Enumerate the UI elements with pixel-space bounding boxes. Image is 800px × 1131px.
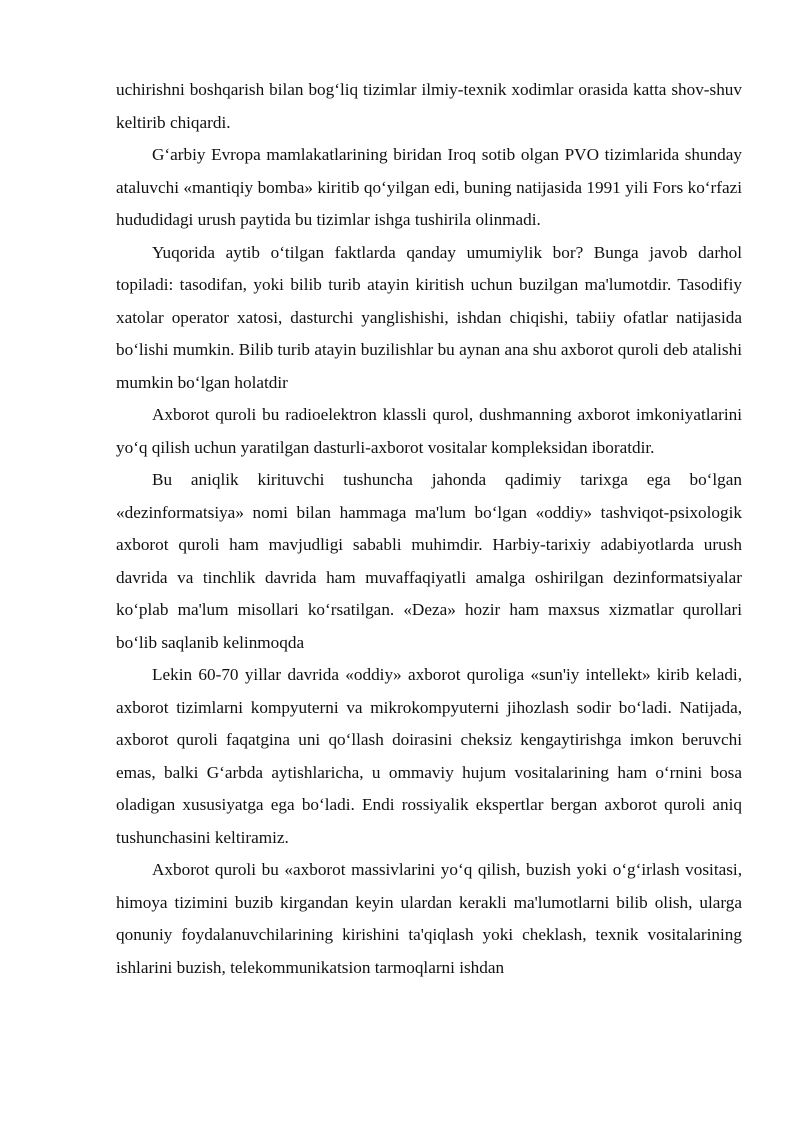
paragraph-disinformation: Bu aniqlik kirituvchi tushuncha jahonda qadimiy tarixga ega bo‘lgan «dezinformatsiya» nomi bilan hammaga ma'lum bo‘lgan «oddiy» tashviqot-psixologik axborot quroli ham mavjudligi sababli muhimdir. Harbiy-tarixiy adabiyotlarda urush davrida va tinchlik davrida ham muvaffaqiyatli amalga oshirilgan dezinformatsiyalar ko‘plab ma'lum misollari ko‘rsatilgan. «Deza» hozir ham maxsus xizmatlar qurollari bo‘lib saqlanib kelinmoqda: [116, 470, 742, 652]
document-body: [116, 74, 742, 984]
paragraph-artificial-intelligence: Lekin 60-70 yillar davrida «oddiy» axborot quroliga «sun'iy intellekt» kirib keladi, axborot tizimlarni kompyuterni va mikrokompyuterni jihozlash sodir bo‘ladi. Natijada, axborot quroli faqatgina uni qo‘llash doirasini cheksiz kengaytirishga imkon beruvchi emas, balki G‘arbda aytishlaricha, u ommaviy hujum vositalarining ham o‘rnini bosa oladigan xususiyatga ega bo‘ladi. Endi rossiyalik ekspertlar bergan axborot quroli aniq tushunchasini keltiramiz.: [116, 665, 742, 847]
paragraph-russian-experts-definition: Axborot quroli bu «axborot massivlarini yo‘q qilish, buzish yoki o‘g‘irlash vositasi, himoya tizimini buzib kirgandan keyin ulardan kerakli ma'lumotlarni bilib olish, ularga qonuniy foydalanuvchilarining kirishini ta'qiqlash yoki cheklash, texnik vositalarining ishlarini buzish, telekommunikatsion tarmoqlarni ishdan: [116, 860, 742, 977]
paragraph-information-weapon-definition: Axborot quroli bu radioelektron klassli qurol, dushmanning axborot imkoniyatlarini yo‘q qilish uchun yaratilgan dasturli-axborot vositalar kompleksidan iboratdir.: [116, 405, 742, 457]
paragraph-pvo-logic-bomb: G‘arbiy Evropa mamlakatlarining biridan Iroq sotib olgan PVO tizimlarida shunday ataluvchi «mantiqiy bomba» kiritib qo‘yilgan edi, buning natijasida 1991 yili Fors ko‘rfazi hududidagi urush paytida bu tizimlar ishga tushirila olinmadi.: [116, 145, 742, 229]
paragraph-continuation: uchirishni boshqarish bilan bog‘liq tizimlar ilmiy-texnik xodimlar orasida katta shov-shuv keltirib chiqardi.: [116, 80, 742, 132]
paragraph-common-facts: Yuqorida aytib o‘tilgan faktlarda qanday umumiylik bor? Bunga javob darhol topiladi: tasodifan, yoki bilib turib atayin kiritish uchun buzilgan ma'lumotdir. Tasodifiy xatolar operator xatosi, dasturchi yanglishishi, ishdan chiqishi, tabiiy ofatlar natijasida bo‘lishi mumkin. Bilib turib atayin buzilishlar bu aynan ana shu axborot quroli deb atalishi mumkin bo‘lgan holatdir: [116, 242, 742, 392]
